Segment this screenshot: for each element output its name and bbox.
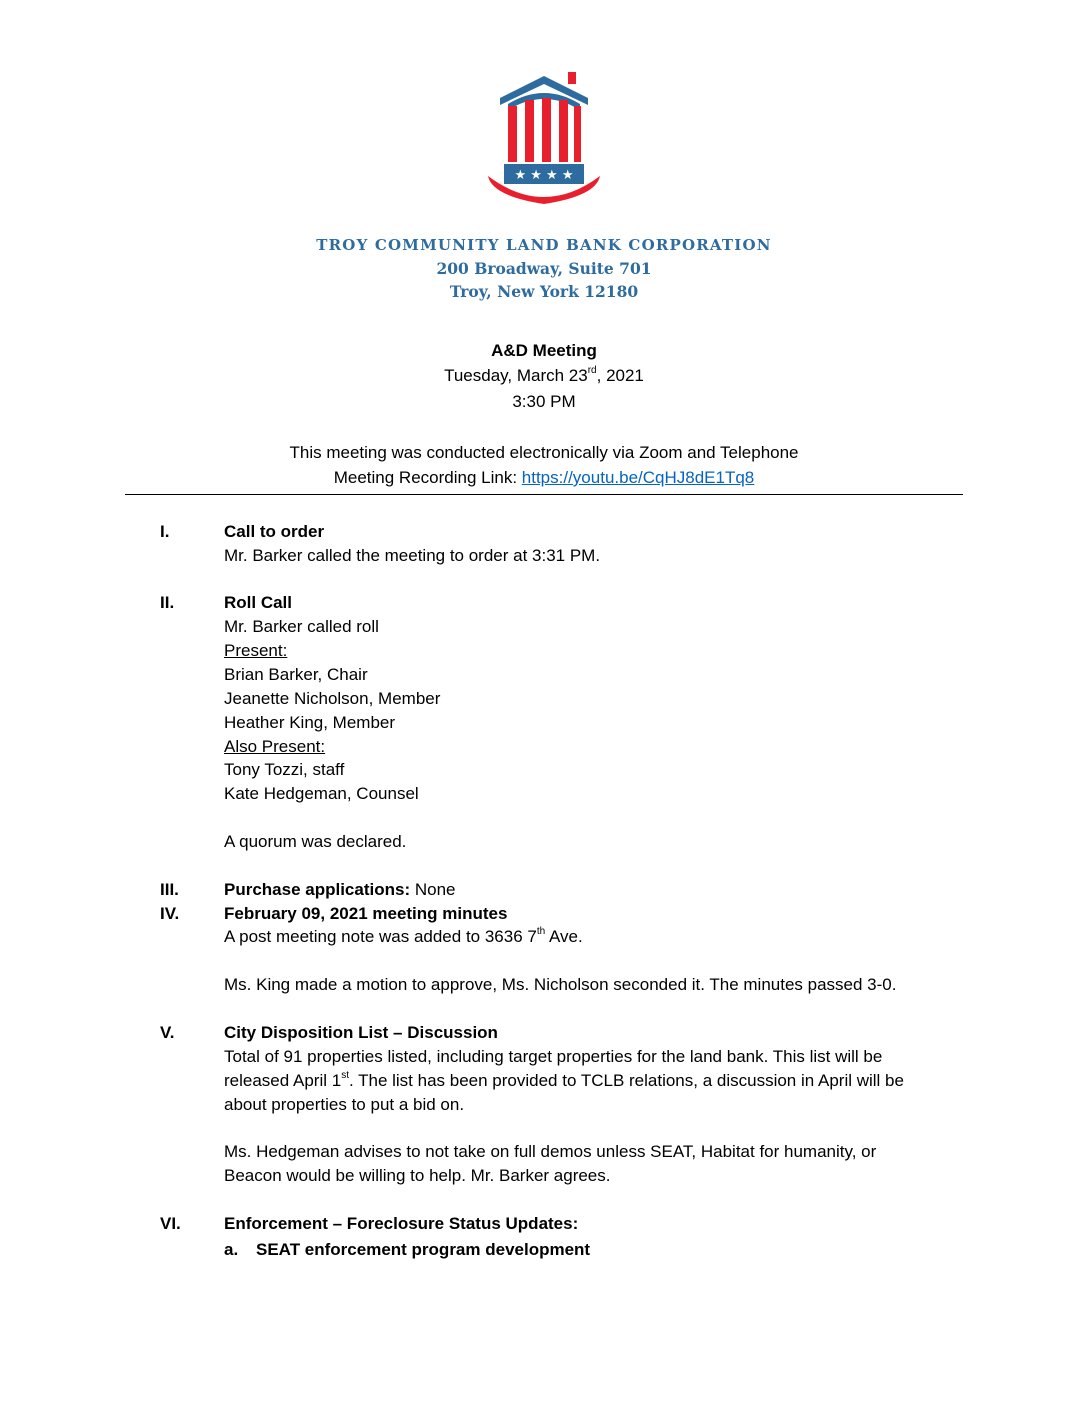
- section-4-note: A post meeting note was added to 3636 7th Ave.: [224, 926, 583, 946]
- section-1-number: I.: [160, 522, 170, 541]
- section-5-text: about properties to put a bid on.: [224, 1095, 465, 1114]
- also-present-label: Also Present:: [224, 737, 326, 756]
- recording-line: [0, 468, 1088, 488]
- header-divider: [125, 494, 963, 495]
- attendee: Jeanette Nicholson, Member: [224, 689, 441, 708]
- land-bank-logo: [484, 68, 604, 210]
- section-5-text: Ms. Hedgeman advises to not take on full demos unless SEAT, Habitat for humanity, or: [224, 1142, 877, 1161]
- section-5-text: Total of 91 properties listed, including target properties for the land bank. This list will be: [224, 1047, 883, 1066]
- roll-call-intro: Mr. Barker called roll: [224, 617, 379, 636]
- recording-link[interactable]: https://youtu.be/CqHJ8dE1Tq8: [521, 468, 755, 487]
- meeting-title: A&D Meeting: [491, 341, 597, 360]
- org-address-line1: 200 Broadway, Suite 701: [436, 259, 652, 278]
- org-address-line2: Troy, New York 12180: [449, 282, 639, 301]
- section-3-value: None: [410, 880, 456, 899]
- section-4-title: February 09, 2021 meeting minutes: [224, 904, 508, 923]
- meeting-date: Tuesday, March 23rd, 2021: [444, 365, 644, 385]
- attendee: Tony Tozzi, staff: [224, 760, 345, 779]
- section-5-title: City Disposition List – Discussion: [224, 1023, 498, 1042]
- section-2-number: II.: [160, 593, 175, 612]
- conducted-note: This meeting was conducted electronically via Zoom and Telephone: [289, 443, 799, 462]
- meeting-time: 3:30 PM: [512, 392, 576, 411]
- recording-label: Meeting Recording Link:: [333, 468, 522, 487]
- section-4-number: IV.: [160, 904, 180, 923]
- section-3-number: III.: [160, 880, 179, 899]
- attendee: Kate Hedgeman, Counsel: [224, 784, 419, 803]
- section-3-line: [224, 880, 456, 900]
- section-5-text: Beacon would be willing to help. Mr. Barker agrees.: [224, 1166, 611, 1185]
- section-5-text: released April 1st. The list has been provided to TCLB relations, a discussion in April will be: [224, 1070, 904, 1090]
- attendee: Heather King, Member: [224, 713, 396, 732]
- section-6a-title: SEAT enforcement program development: [256, 1240, 591, 1259]
- section-1-text: Mr. Barker called the meeting to order at 3:31 PM.: [224, 546, 601, 565]
- present-label: Present:: [224, 641, 288, 660]
- section-1-title: Call to order: [224, 522, 325, 541]
- section-5-number: V.: [160, 1023, 175, 1042]
- org-name: TROY COMMUNITY LAND BANK CORPORATION: [316, 236, 772, 254]
- section-6a-letter: a.: [224, 1240, 239, 1259]
- section-4-motion: Ms. King made a motion to approve, Ms. Nicholson seconded it. The minutes passed 3-0.: [224, 975, 897, 994]
- section-6-number: VI.: [160, 1214, 181, 1233]
- section-2-title: Roll Call: [224, 593, 293, 612]
- section-3-title: Purchase applications:: [224, 880, 411, 899]
- quorum-text: A quorum was declared.: [224, 832, 407, 851]
- svg-text:★ ★ ★ ★: ★ ★ ★ ★: [514, 168, 574, 183]
- section-6-title: Enforcement – Foreclosure Status Updates:: [224, 1214, 579, 1233]
- attendee: Brian Barker, Chair: [224, 665, 368, 684]
